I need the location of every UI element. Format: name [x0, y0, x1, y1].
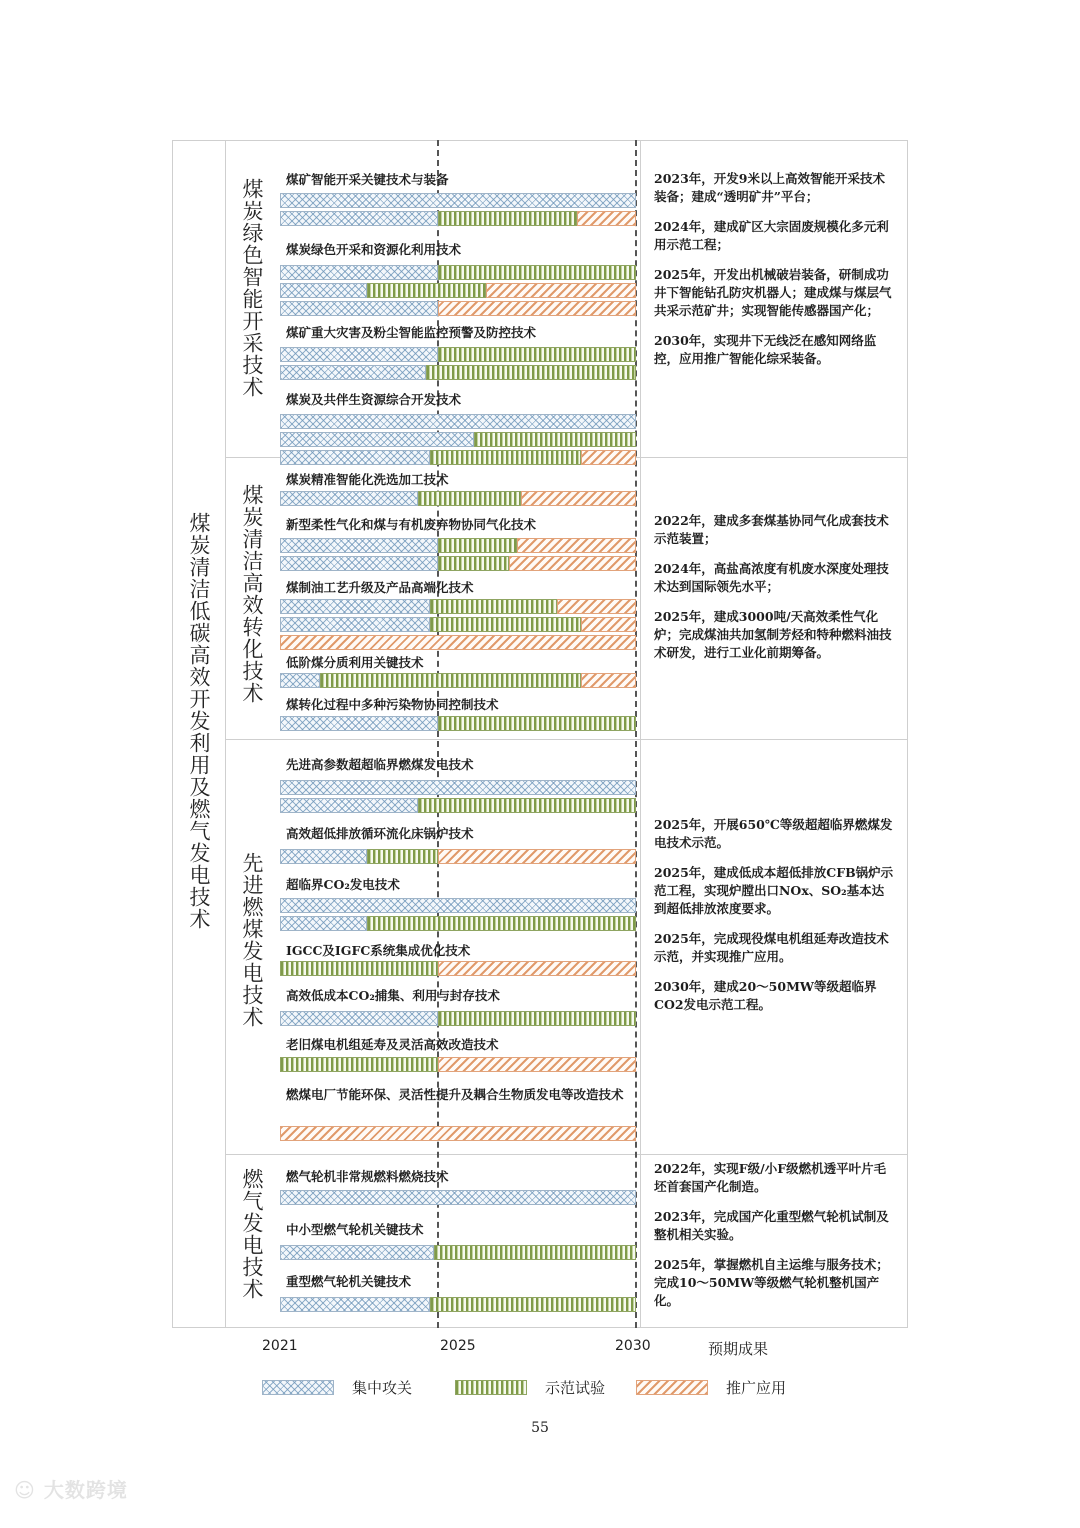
- bar-focus: [280, 599, 430, 614]
- tech-label: 煤转化过程中多种污染物协同控制技术: [286, 697, 499, 712]
- tech-label: 煤制油工艺升级及产品高端化技术: [286, 580, 474, 595]
- watermark-icon: ☺: [14, 1478, 36, 1502]
- bar-demo: [280, 1057, 438, 1072]
- bar-promotion: [557, 599, 636, 614]
- result-text: 2023年，开发9米以上高效智能开采技术装备；建成“透明矿井”平台；: [654, 171, 885, 204]
- tech-label: 高效低成本CO₂捕集、利用与封存技术: [286, 988, 500, 1003]
- tech-label: 高效超低排放循环流化床锅炉技术: [286, 826, 474, 841]
- bar-demo: [474, 432, 636, 447]
- bar-promotion: [486, 283, 636, 298]
- tech-label: 中小型燃气轮机关键技术: [286, 1222, 424, 1237]
- result-text: 2025年，建成3000吨/天高效柔性气化炉；完成煤油共加氢制芳烃和特种燃料油技术研发，进行工业化前期筹备。: [654, 609, 892, 660]
- bar-focus: [280, 1245, 434, 1260]
- bar-promotion: [581, 450, 636, 465]
- legend-label: 推广应用: [726, 1378, 787, 1397]
- result-text: 2024年，建成矿区大宗固废规模化多元利用示范工程；: [654, 219, 889, 252]
- legend-label: 集中攻关: [352, 1378, 413, 1397]
- bar-promotion: [521, 491, 636, 506]
- section-divider-3: [225, 1154, 908, 1155]
- bar-demo: [438, 265, 636, 280]
- bar-demo: [367, 916, 636, 931]
- result-text: 2030年，实现井下无线泛在感知网络监控，应用推广智能化综采装备。: [654, 333, 877, 366]
- results-coal-power: [654, 816, 896, 1026]
- section-title-gas-power: 燃气发电技术: [240, 1168, 264, 1300]
- bar-focus: [280, 265, 438, 280]
- legend-swatch-focus: [262, 1380, 334, 1395]
- bar-demo: [430, 450, 580, 465]
- watermark-text: 大数跨境: [43, 1478, 128, 1502]
- bar-focus: [280, 556, 438, 571]
- bar-focus: [280, 673, 320, 688]
- bar-focus: [280, 1011, 438, 1026]
- bar-demo: [367, 849, 438, 864]
- bar-focus: [280, 916, 367, 931]
- bar-promotion: [581, 673, 636, 688]
- tech-label: 煤矿智能开采关键技术与装备: [286, 172, 449, 187]
- tech-label: 煤矿重大灾害及粉尘智能监控预警及防控技术: [286, 325, 537, 340]
- x-tick-2021: 2021: [262, 1338, 298, 1354]
- bar-demo: [434, 1245, 636, 1260]
- results-coal-conversion: [654, 512, 896, 674]
- tech-label: 煤炭及共伴生资源综合开发技术: [286, 392, 462, 407]
- legend-demo: [455, 1378, 605, 1396]
- tech-label: 煤炭绿色开采和资源化利用技术: [286, 242, 462, 257]
- bar-focus: [280, 211, 438, 226]
- bar-demo: [426, 365, 636, 380]
- result-text: 2030年，建成20～50MW等级超临界CO2发电示范工程。: [654, 979, 877, 1012]
- results-column-header: 预期成果: [708, 1340, 769, 1358]
- bar-demo: [438, 538, 517, 553]
- main-column-divider: [225, 140, 226, 1328]
- section-divider-2: [225, 739, 908, 740]
- result-text: 2025年，掌握燃机自主运维与服务技术；完成10～50MW等级燃气轮机整机国产化。: [654, 1257, 889, 1308]
- tech-label: 煤炭精准智能化洗选加工技术: [286, 472, 449, 487]
- bar-demo: [418, 491, 521, 506]
- tech-label: 老旧煤电机组延寿及灵活高效改造技术: [286, 1037, 499, 1052]
- year-divider-2025: [437, 140, 439, 1328]
- result-text: 2024年，高盐高浓度有机废水深度处理技术达到国际领先水平；: [654, 561, 889, 594]
- bar-promotion: [581, 617, 636, 632]
- bar-focus: [280, 716, 438, 731]
- legend-label: 示范试验: [545, 1378, 606, 1397]
- bar-demo: [430, 617, 580, 632]
- result-text: 2023年，完成国产化重型燃气轮机试制及整机相关实验。: [654, 1209, 889, 1242]
- bar-focus: [280, 538, 438, 553]
- bar-demo: [280, 961, 438, 976]
- bar-demo: [438, 211, 576, 226]
- bar-focus: [280, 301, 438, 316]
- tech-label: 燃气轮机非常规燃料燃烧技术: [286, 1169, 449, 1184]
- result-text: 2025年，开展650℃等级超超临界燃煤发电技术示范。: [654, 817, 893, 850]
- x-tick-2025: 2025: [440, 1338, 476, 1354]
- bar-demo: [367, 283, 486, 298]
- bar-focus: [280, 193, 636, 208]
- legend-focus: [262, 1378, 412, 1396]
- bar-promotion: [280, 635, 636, 650]
- page-number: 55: [531, 1420, 549, 1436]
- bar-promotion: [577, 211, 636, 226]
- bar-focus: [280, 780, 636, 795]
- tech-label: 超临界CO₂发电技术: [286, 877, 400, 892]
- bar-focus: [280, 283, 367, 298]
- results-gas-power: [654, 1160, 896, 1322]
- bar-focus: [280, 347, 438, 362]
- bar-demo: [438, 556, 509, 571]
- bar-promotion: [438, 301, 636, 316]
- result-text: 2025年，开发出机械破岩装备，研制成功井下智能钻孔防灾机器人；建成煤与煤层气共采示范矿井；实现智能传感器国产化；: [654, 267, 892, 318]
- bar-promotion: [438, 961, 636, 976]
- bar-focus: [280, 898, 636, 913]
- tech-label: 新型柔性气化和煤与有机废弃物协同气化技术: [286, 517, 537, 532]
- main-category-title: 煤炭清洁低碳高效开发利用及燃气发电技术: [187, 512, 211, 930]
- legend-swatch-promotion: [636, 1380, 708, 1395]
- bar-focus: [280, 450, 430, 465]
- result-text: 2025年，建成低成本超低排放CFB锅炉示范工程，实现炉膛出口NOx、SO₂基本达到超低排放浓度要求。: [654, 865, 894, 916]
- result-text: 2022年，建成多套煤基协同气化成套技术示范装置；: [654, 513, 889, 546]
- bar-demo: [430, 1297, 636, 1312]
- legend-swatch-demo: [455, 1380, 527, 1395]
- bar-focus: [280, 849, 367, 864]
- bar-promotion: [280, 1126, 636, 1141]
- year-divider-2030: [635, 140, 637, 1328]
- tech-label: 先进高参数超超临界燃煤发电技术: [286, 757, 474, 772]
- tech-label: 低阶煤分质利用关键技术: [286, 655, 424, 670]
- bar-focus: [280, 365, 426, 380]
- bar-promotion: [509, 556, 636, 571]
- bar-demo: [438, 347, 636, 362]
- bar-focus: [280, 1190, 636, 1205]
- bar-promotion: [438, 1057, 636, 1072]
- bar-focus: [280, 414, 636, 429]
- bar-focus: [280, 1297, 430, 1312]
- bar-demo: [320, 673, 581, 688]
- result-text: 2025年，完成现役煤电机组延寿改造技术示范，并实现推广应用。: [654, 931, 889, 964]
- watermark: [14, 1474, 128, 1503]
- bar-promotion: [438, 849, 636, 864]
- legend-promotion: [636, 1378, 786, 1396]
- bar-promotion: [517, 538, 636, 553]
- bar-demo: [438, 716, 636, 731]
- x-tick-2030: 2030: [615, 1338, 651, 1354]
- section-title-coal-conversion: 煤炭清洁高效转化技术: [240, 484, 264, 704]
- bar-focus: [280, 491, 418, 506]
- result-text: 2022年，实现F级/小F级燃机透平叶片毛坯首套国产化制造。: [654, 1161, 887, 1194]
- bar-focus: [280, 432, 474, 447]
- results-coal-mining: [654, 170, 896, 380]
- results-column-divider: [640, 140, 641, 1328]
- bar-focus: [280, 617, 430, 632]
- bar-demo: [430, 599, 557, 614]
- section-title-coal-power: 先进燃煤发电技术: [240, 852, 264, 1028]
- bar-demo: [438, 1011, 636, 1026]
- bar-demo: [418, 798, 636, 813]
- tech-label: 重型燃气轮机关键技术: [286, 1274, 412, 1289]
- tech-label: 燃煤电厂节能环保、灵活性提升及耦合生物质发电等改造技术: [286, 1087, 624, 1102]
- bar-focus: [280, 798, 418, 813]
- section-title-coal-mining: 煤炭绿色智能开采技术: [240, 178, 264, 398]
- tech-label: IGCC及IGFC系统集成优化技术: [286, 943, 471, 958]
